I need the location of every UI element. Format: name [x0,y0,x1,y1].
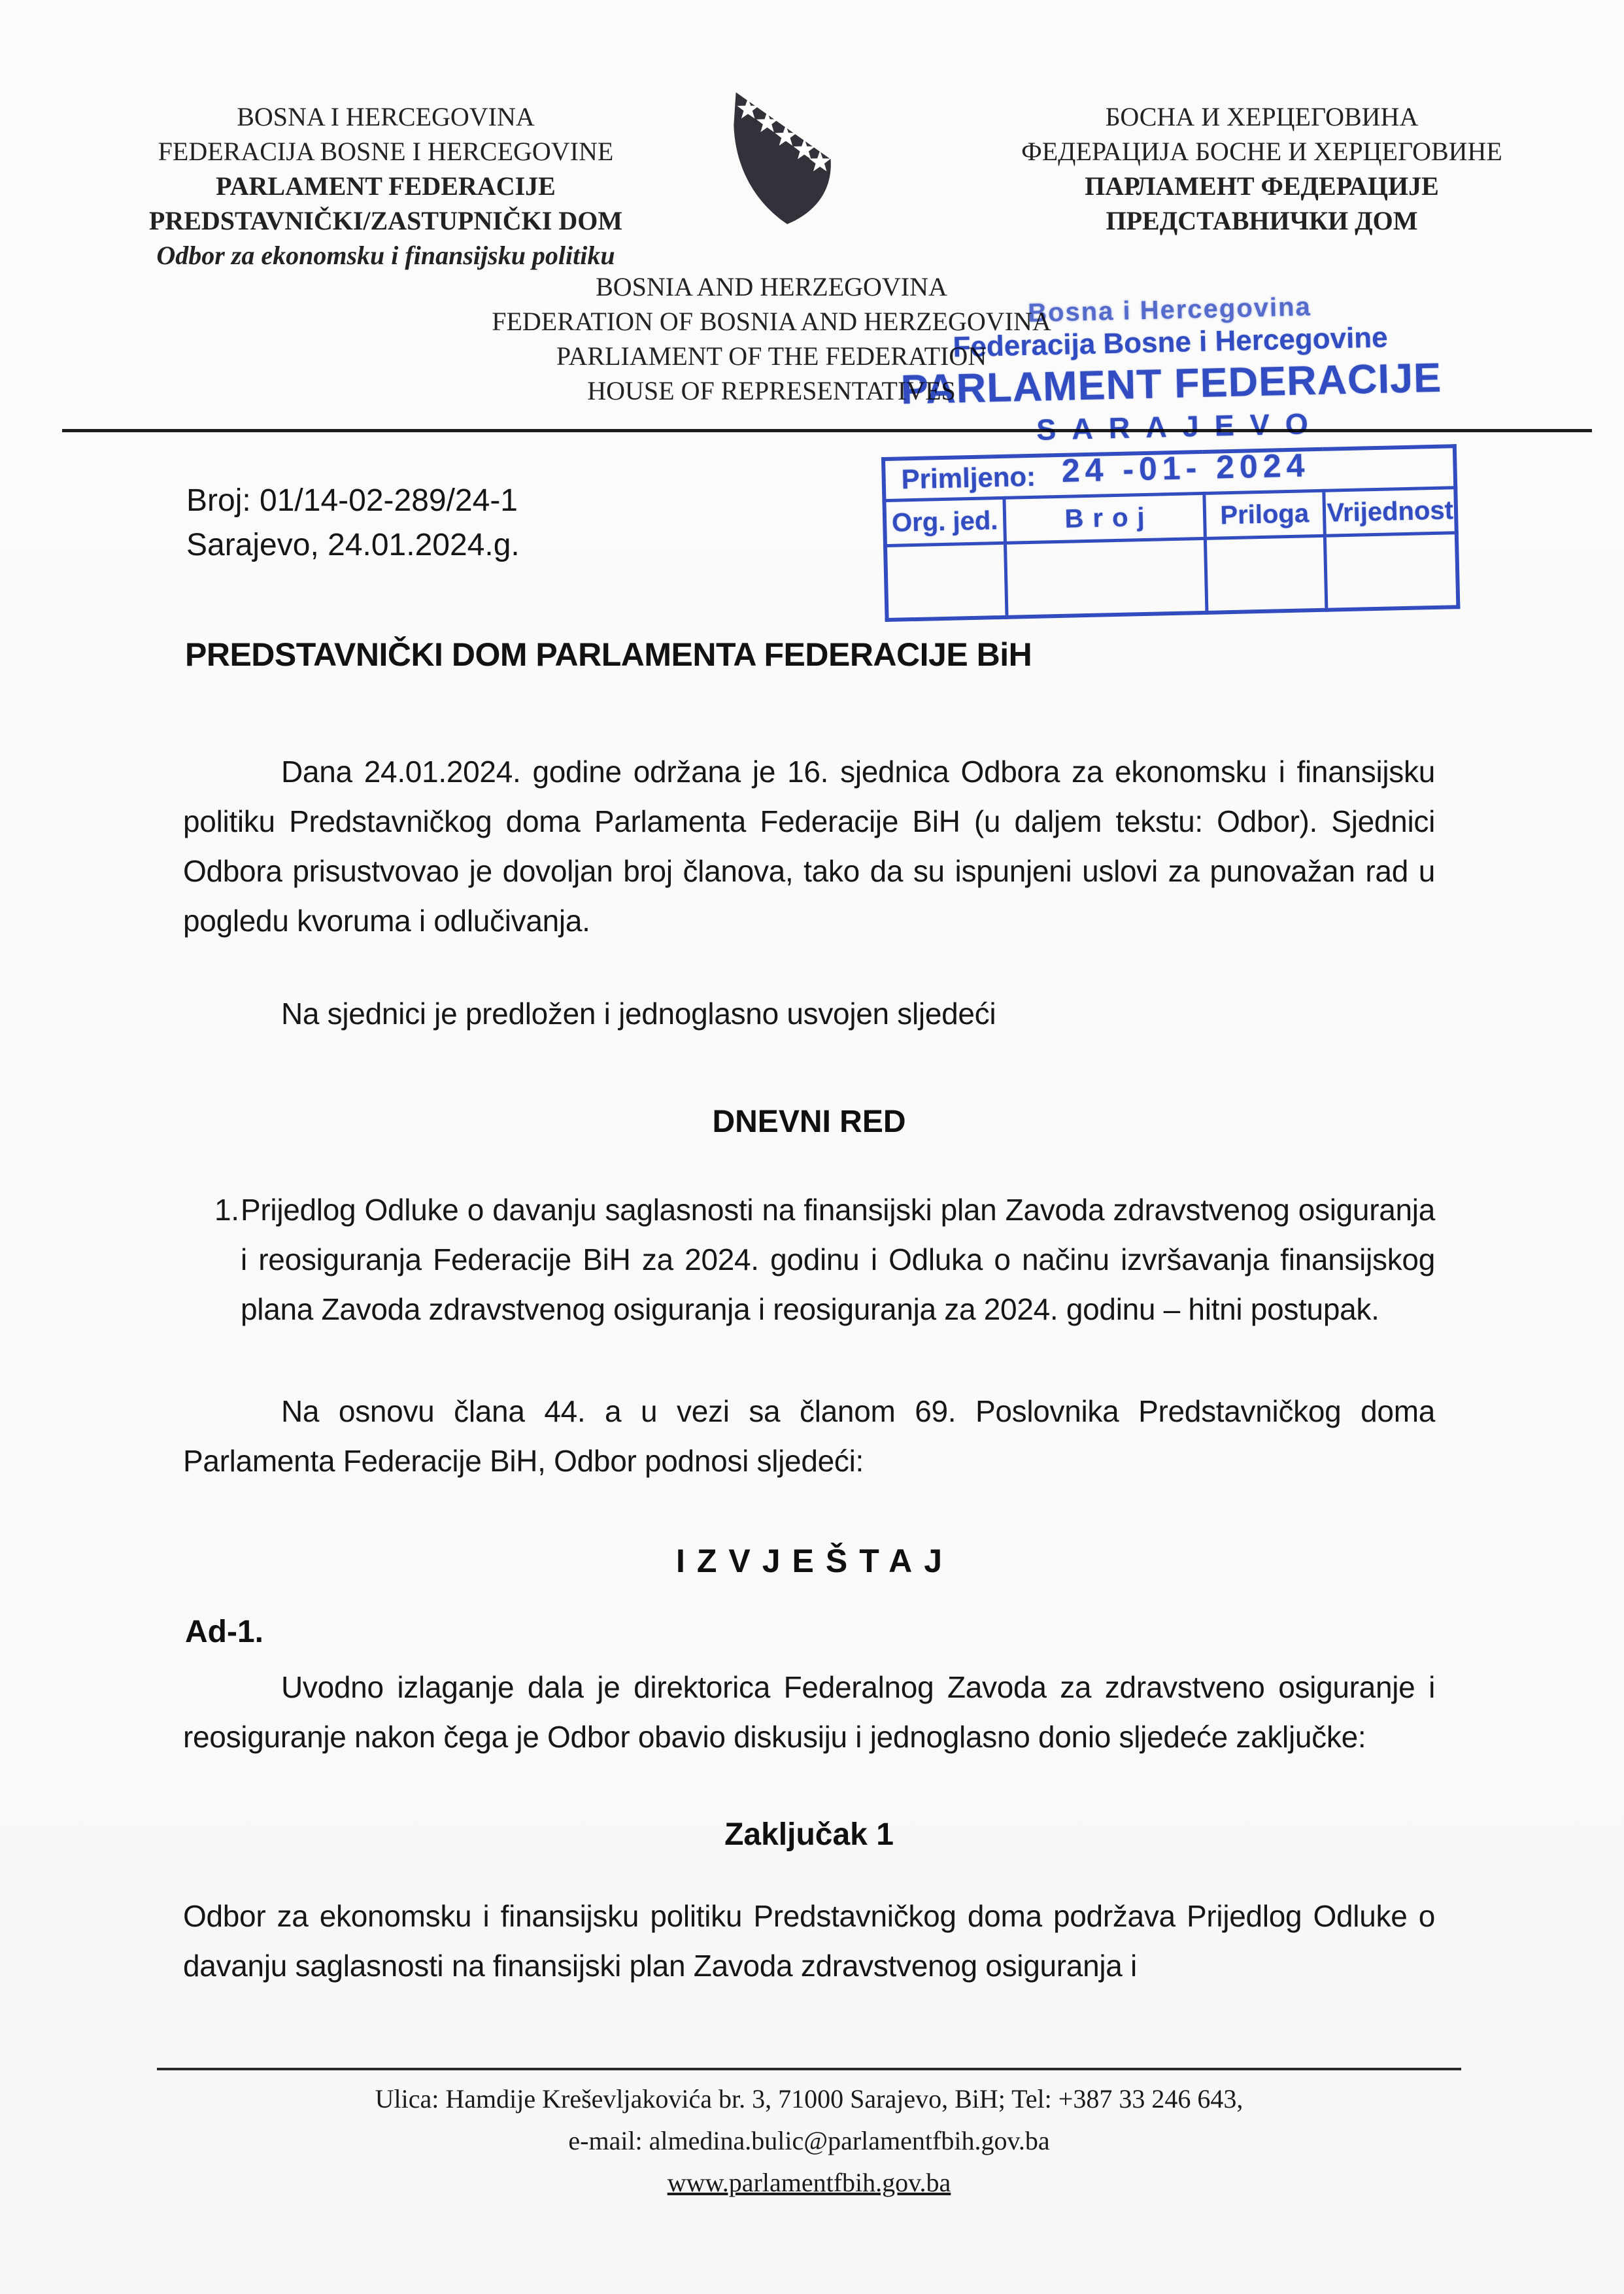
stamp-col-org-jed: Org. jed. [884,498,1005,545]
header-parliament: PARLAMENT FEDERACIJE [216,171,556,201]
header-house-en: HOUSE OF REPRESENTATIVES [587,376,956,405]
agenda-title: DNEVNI RED [712,1104,906,1139]
addressee-title: PREDSTAVNIČKI DOM PARLAMENTA FEDERACIJE BiH [185,636,1032,673]
stamp-empty-cell [1205,536,1327,613]
agenda-item-1 [183,1185,1435,1334]
conclusion-title: Zaključak 1 [724,1817,894,1852]
fbih-shield-icon [707,84,850,226]
stamp-country: Bosna i Hercegovina [1027,292,1312,328]
header-country: BOSNA I HERCEGOVINA [237,102,535,131]
reference-place-date: Sarajevo, 24.01.2024.g. [186,528,520,562]
agenda-item-number: 1. [214,1193,239,1227]
footer-website-link: www.parlamentfbih.gov.ba [667,2168,951,2197]
stamp-city: SARAJEVO [1036,406,1325,447]
stamp-empty-cell [1006,538,1207,617]
footer-address: Ulica: Hamdije Kreševljakovića br. 3, 71000 Sarajevo, BiH; Tel: +387 33 246 643, [375,2084,1243,2114]
header-cyrillic [941,99,1582,238]
stamp-empty-row [885,533,1458,620]
reference-block [186,479,520,568]
paragraph-legal-basis: Na osnovu člana 44. a u vezi sa članom 69. Poslovnika Predstavničkog doma Parlamenta Federacije BiH, Odbor podnosi sljedeći: [183,1394,1435,1478]
header-country-en: BOSNIA AND HERZEGOVINA [596,272,947,301]
header-federation-en: FEDERATION OF BOSNIA AND HERZEGOVINA [492,307,1051,336]
paragraph-ad1-discussion: Uvodno izlaganje dala je direktorica Federalnog Zavoda za zdravstveno osiguranje i reosiguranje nakon čega je Odbor obavio diskusiju i jednoglasno donio sljedeće zaključke: [183,1670,1435,1754]
stamp-received-date: 24 -01- 2024 [1061,447,1310,489]
header-bosnian-latin [72,99,700,273]
header-parliament-cyr: ПАРЛАМЕНТ ФЕДЕРАЦИЈЕ [1085,171,1439,201]
stamp-col-vrijednost: Vrijednost [1324,488,1457,536]
stamp-empty-cell [1325,533,1459,610]
footer [157,2078,1461,2204]
agenda-item-text: Prijedlog Odluke o davanju saglasnosti na finansijski plan Zavoda zdravstvenog osiguranja i reosiguranja Federacije BiH za 2024. godinu i Odluka o načinu izvršavanja finansijskog plana Zavoda zdravstvenog osiguranja i reosiguranja za 2024. godinu – hitni postupak. [241,1193,1435,1326]
stamp-col-broj: Broj [1004,493,1205,543]
stamp-empty-cell [885,543,1007,620]
header-house: PREDSTAVNIČKI/ZASTUPNIČKI DOM [148,206,623,235]
stamp-parliament: PARLAMENT FEDERACIJE [900,354,1442,413]
footer-divider-line [157,2068,1461,2070]
stamp-federation: Federacija Bosne i Hercegovine [953,321,1389,364]
stamp-received-label: Primljeno: [901,460,1036,495]
paragraph-session-intro: Dana 24.01.2024. godine održana je 16. sjednica Odbora za ekonomsku i finansijsku politiku Predstavničkog doma Parlamenta Federacije BiH (u daljem tekstu: Odbor). Sjednici Odbora prisustvovao je dovoljan broj članova, tako da su ispunjeni uslovi za punovažan rad u pogledu kvoruma i odlučivanja. [183,755,1435,938]
stamp-col-priloga: Priloga [1204,490,1325,538]
header-federation-cyr: ФЕДЕРАЦИЈА БОСНЕ И ХЕРЦЕГОВИНЕ [1021,137,1502,166]
reference-number: Broj: 01/14-02-289/24-1 [186,483,518,518]
header-committee: Odbor za ekonomsku i finansijsku politiku [156,241,615,270]
report-title: IZVJEŠTAJ [675,1543,955,1579]
ad1-label: Ad-1. [185,1615,263,1649]
paragraph-conclusion: Odbor za ekonomsku i finansijsku politiku Predstavničkog doma podržava Prijedlog Odluke o davanju saglasnosti na finansijski plan Zavoda zdravstvenog osiguranja i [183,1899,1435,1983]
header-federation: FEDERACIJA BOSNE I HERCEGOVINE [158,137,614,166]
receipt-stamp [878,289,1468,622]
header-parliament-en: PARLIAMENT OF THE FEDERATION [556,341,987,371]
header-country-cyr: БОСНА И ХЕРЦЕГОВИНА [1105,102,1419,131]
paragraph-agenda-proposed: Na sjednici je predložen i jednoglasno usvojen sljedeći [281,997,996,1031]
stamp-receipt-table [881,444,1460,622]
header-house-cyr: ПРЕДСТАВНИЧКИ ДОМ [1106,206,1418,235]
coat-of-arms-icon [707,84,850,226]
footer-email: e-mail: almedina.bulic@parlamentfbih.gov.ba [568,2126,1050,2155]
